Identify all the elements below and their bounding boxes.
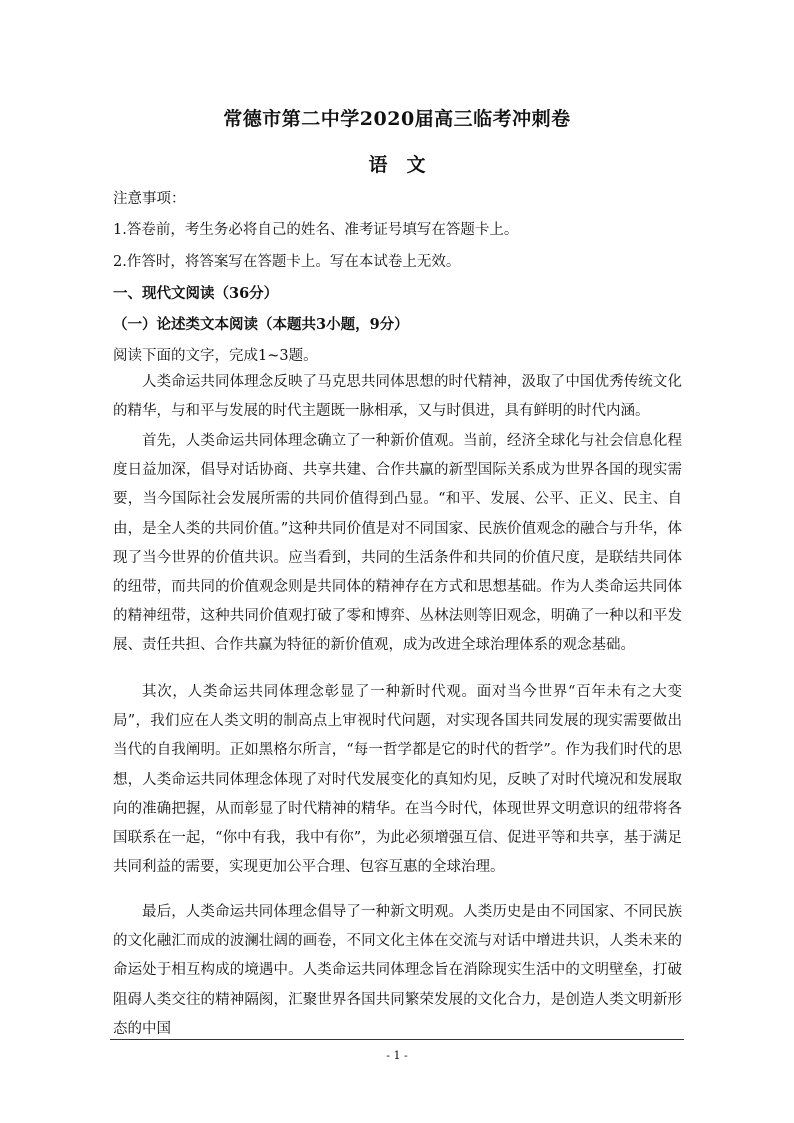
passage-paragraph-4: 最后，人类命运共同体理念倡导了一种新文明观。人类历史是由不同国家、不同民族的文化融汇而成的波澜壮阔的画卷，不同文化主体在交流与对话中增进共识，人类未来的命运处于相互构成的境遇中。人类命运共同体理念旨在消除现实生活中的文明壁垒，打破阻碍人类交往的精神隔阂，汇聚世界各国共同繁荣发展的文化合力，是创造人类文明新形态的中国	[113, 904, 682, 1037]
subject-title: 语 文	[368, 154, 426, 176]
page-number: - 1 -	[386, 1049, 408, 1062]
footer-divider	[110, 1039, 684, 1040]
passage-paragraph-1: 人类命运共同体理念反映了马克思共同体思想的时代精神，汲取了中国优秀传统文化的精华，与和平与发展的时代主题既一脉相承，又与时俱进，具有鲜明的时代内涵。	[113, 374, 682, 420]
exam-title: 常德市第二中学2020届高三临考冲刺卷	[223, 108, 571, 130]
section-subheading: （一）论述类文本阅读（本题共3小题，9分）	[113, 316, 409, 333]
reading-instruction: 阅读下面的文字，完成1~3题。	[113, 348, 318, 364]
passage-paragraph-2: 首先，人类命运共同体理念确立了一种新价值观。当前，经济全球化与社会信息化程度日益加深，倡导对话协商、共享共建、合作共赢的新型国际关系成为世界各国的现实需要，当今国际社会发展所需的共同价值得到凸显。“和平、发展、公平、正义、民主、自由，是全人类的共同价值。”这种共同价值是对不同国家、民族价值观念的融合与升华，体现了当今世界的价值共识。应当看到，共同的生活条件和共同的价值尺度，是联结共同体的纽带，而共同的价值观念则是共同体的精神存在方式和思想基础。作为人类命运共同体的精神纽带，这种共同价值观打破了零和博弈、丛林法则等旧观念，明确了一种以和平发展、责任共担、合作共赢为特征的新价值观，成为改进全球治理体系的观念基础。	[113, 433, 682, 654]
notice-heading: 注意事项：	[113, 191, 186, 207]
passage-paragraph-3: 其次，人类命运共同体理念彰显了一种新时代观。面对当今世界“百年未有之大变局”，我们应在人类文明的制高点上审视时代问题，对实现各国共同发展的现实需要做出当代的自我阐明。正如黑格尔所言，“每一哲学都是它的时代的哲学”。作为我们时代的思想，人类命运共同体理念体现了对时代发展变化的真知灼见，反映了对时代境况和发展取向的准确把握，从而彰显了时代精神的精华。在当今时代，体现世界文明意识的纽带将各国联系在一起，“你中有我，我中有你”，为此必须增强互信、促进平等和共享，基于满足共同利益的需要，实现更加公平合理、包容互惠的全球治理。	[113, 684, 682, 876]
notice-item-1: 1.答卷前，考生务必将自己的姓名、准考证号填写在答题卡上。	[113, 222, 519, 238]
notice-item-2: 2.作答时，将答案写在答题卡上。写在本试卷上无效。	[113, 254, 461, 270]
section-heading: 一、现代文阅读（36分）	[113, 285, 279, 302]
